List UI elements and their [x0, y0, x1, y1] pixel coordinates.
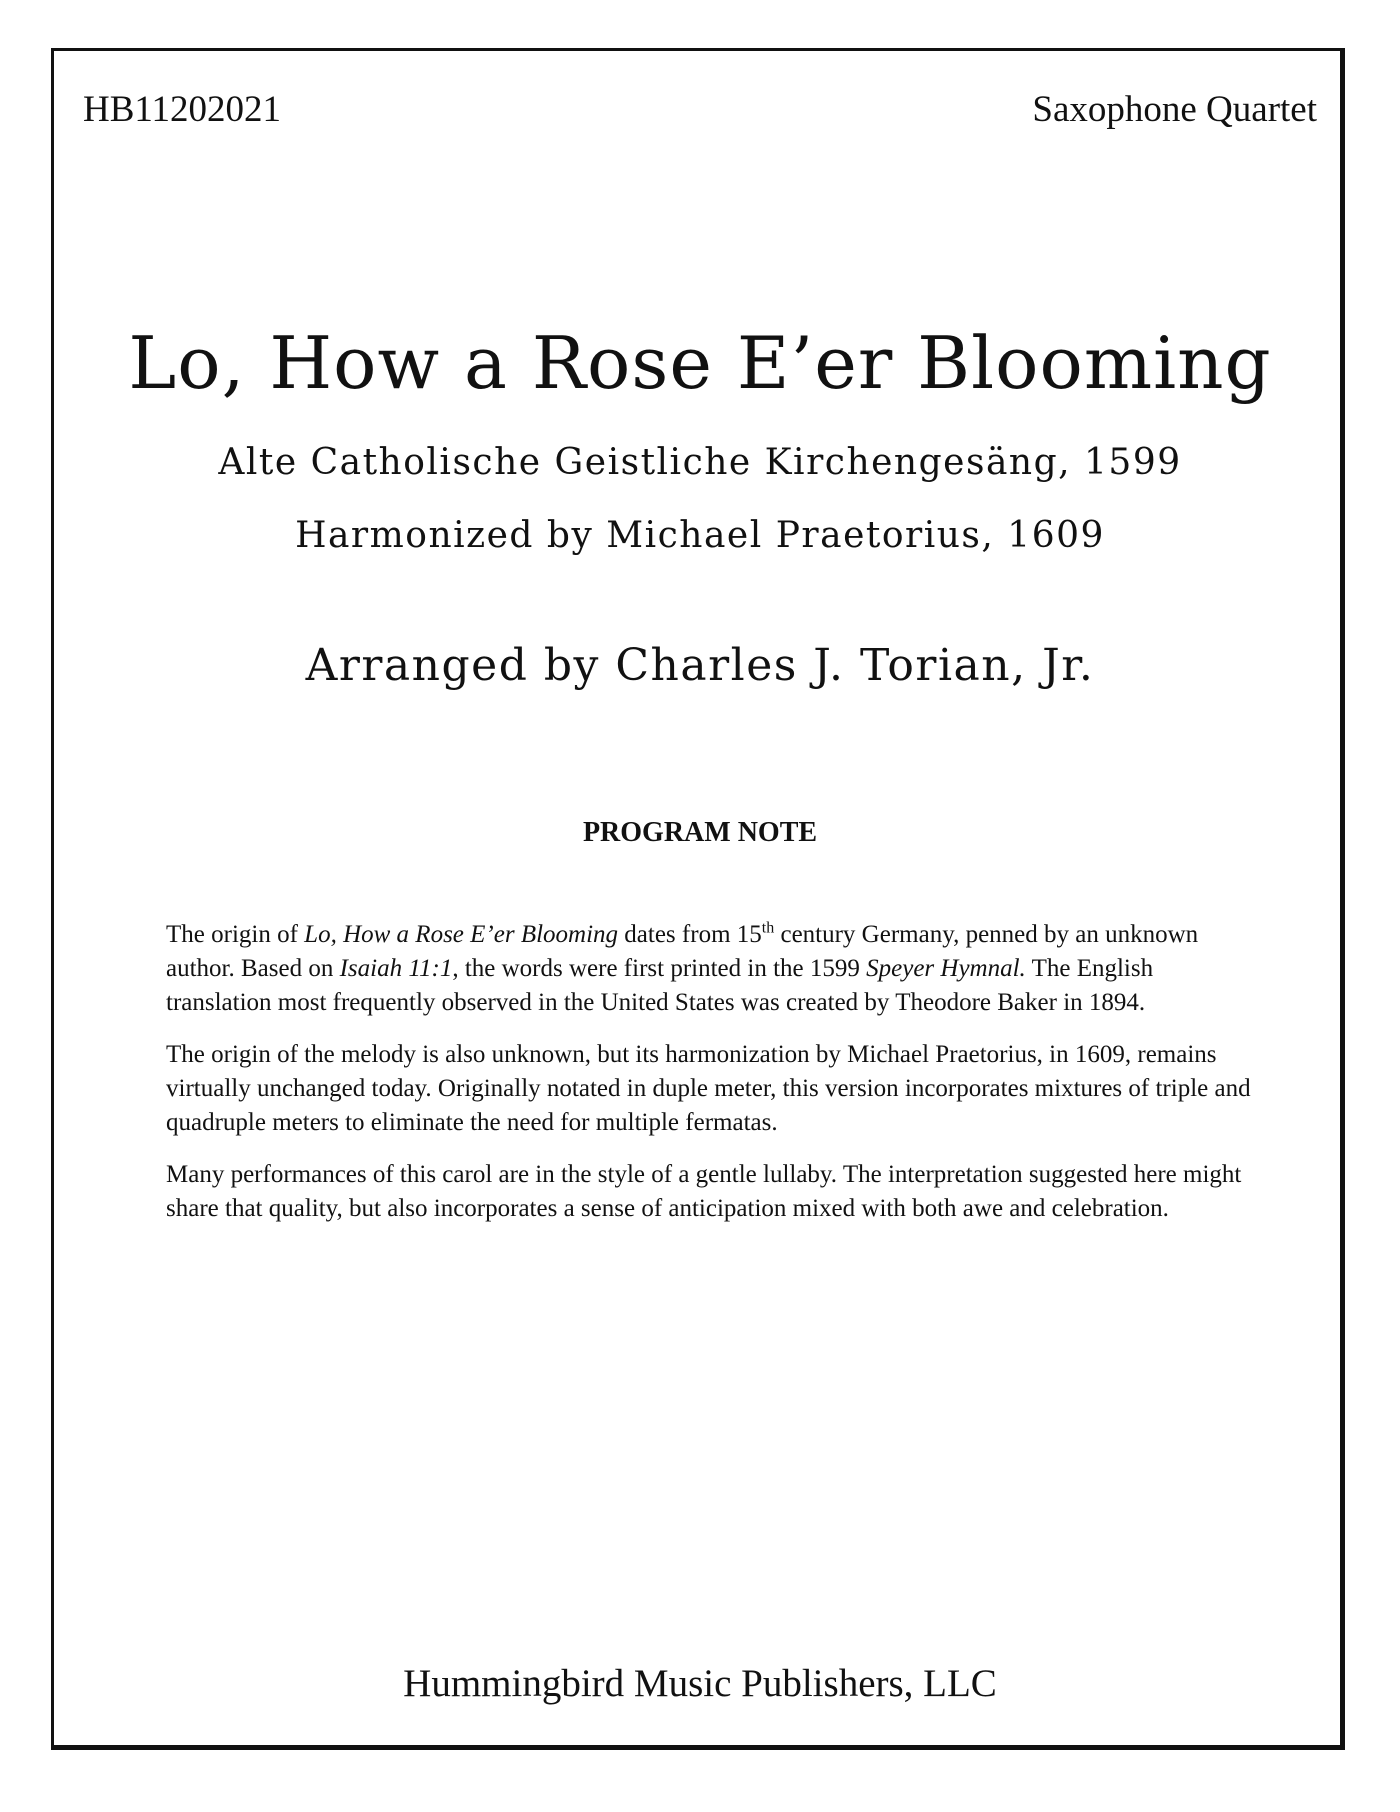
source-credit: Alte Catholische Geistliche Kirchengesäng, 1599	[218, 442, 1182, 483]
p1-title-italic: Lo, How a Rose E’er Blooming	[304, 921, 619, 948]
catalog-number: HB11202021	[83, 89, 282, 130]
program-note-paragraph-3: Many performances of this carol are in the style of a gentle lullaby. The interpretation suggested here might share that quality, but also incorporates a sense of anticipation mixed with both awe and celebration.	[166, 1161, 1242, 1222]
p1-scripture-italic: Isaiah 11:1	[339, 955, 453, 982]
piece-title: Lo, How a Rose E’er Blooming	[128, 321, 1272, 405]
p1-text-d: , the words were first printed in the 1599	[452, 955, 867, 982]
arranger-credit: Arranged by Charles J. Torian, Jr.	[305, 640, 1095, 691]
p1-hymnal-italic: Speyer Hymnal.	[866, 955, 1026, 982]
p1-text-b: dates from 15	[618, 921, 762, 948]
program-note-paragraph-2: The origin of the melody is also unknown, but its harmonization by Michael Praetorius, in 1609, remains virtually unchanged today. Originally notated in duple meter, this version incorporates mixtures of triple and quadruple meters to eliminate the need for multiple fermatas.	[166, 1041, 1251, 1136]
harmonization-credit: Harmonized by Michael Praetorius, 1609	[295, 515, 1105, 556]
instrumentation-label: Saxophone Quartet	[1032, 89, 1317, 130]
program-note-body	[166, 918, 1251, 1244]
p1-text-e: The English translation most frequently observed in the United States was created by Theodore Baker in 1894.	[166, 955, 1154, 1016]
publisher-name: Hummingbird Music Publishers, LLC	[403, 1662, 997, 1705]
p1-text-c: century Germany, penned by an unknown author. Based on	[166, 921, 1199, 982]
program-note-paragraph-1	[166, 918, 1251, 1020]
p1-ordinal-suffix: th	[761, 919, 775, 937]
p1-text-a: The origin of	[166, 921, 305, 948]
page-border	[51, 48, 1345, 1750]
program-note-heading: PROGRAM NOTE	[582, 817, 818, 848]
